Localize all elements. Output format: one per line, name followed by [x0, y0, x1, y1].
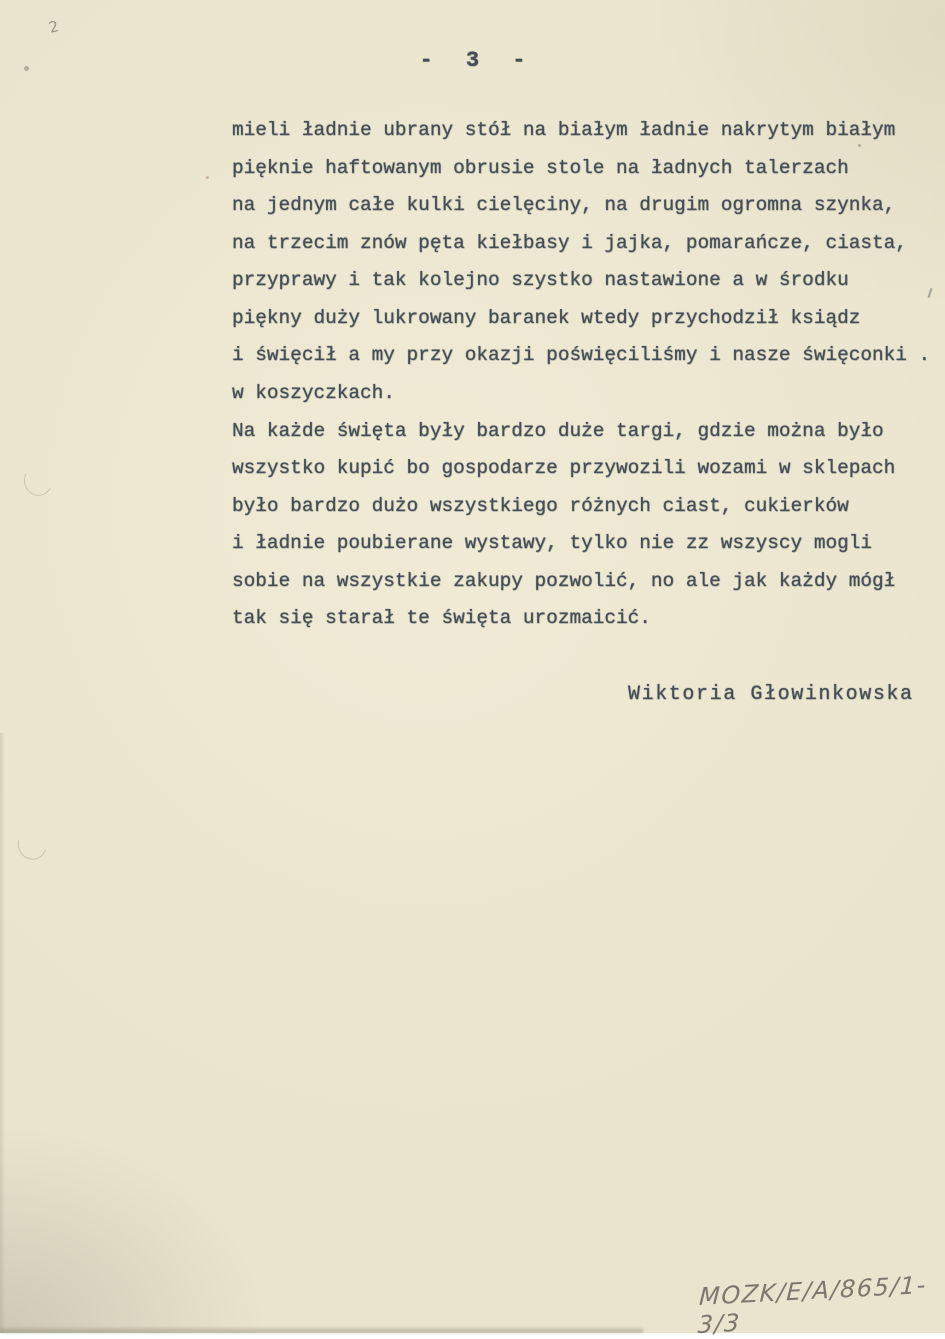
corner-pencil-annotation: 2 — [46, 17, 61, 37]
typed-line: pięknie haftowanym obrusie stole na ładnych talerzach — [232, 156, 849, 179]
page-number: - 3 - — [419, 48, 536, 73]
typed-line: było bardzo dużo wszystkiego różnych ciast, cukierków — [232, 494, 849, 517]
typed-line: sobie na wszystkie zakupy pozwolić, no ale jak każdy mógł — [232, 569, 896, 592]
paper-crease-mark — [20, 462, 56, 499]
typed-line: mieli ładnie ubrany stół na białym ładnie nakrytym białym — [232, 119, 896, 141]
typed-line: i ładnie poubierane wystawy, tylko nie zz wszyscy mogli — [232, 532, 872, 555]
paper-bottom-edge-shadow — [0, 1326, 643, 1333]
typed-line: tak się starał te święta urozmaicić. — [232, 607, 651, 630]
typed-line: i święcił a my przy okazji poświęciliśmy i nasze święconki . — [232, 344, 931, 367]
typed-line: Na każde święta były bardzo duże targi, gdzie można było — [232, 419, 884, 442]
paper-left-edge-shadow — [0, 733, 5, 1333]
typed-text-block — [232, 112, 931, 638]
typed-line: piękny duży lukrowany baranek wtedy przychodził ksiądz — [232, 306, 861, 329]
paper-crease-mark — [12, 825, 51, 865]
typed-line: w koszyczkach. — [232, 381, 395, 404]
typed-line: na jednym całe kulki cielęciny, na drugim ogromna szynka, — [232, 194, 896, 217]
paper-tick-mark — [928, 288, 933, 298]
typed-line: przyprawy i tak kolejno szystko nastawione a w środku — [232, 269, 849, 292]
author-signature: Wiktoria Głowinkowska — [628, 683, 914, 706]
typed-line: wszystko kupić bo gospodarze przywozili wozami w sklepach — [232, 457, 896, 480]
typed-line: na trzecim znów pęta kiełbasy i jajka, pomarańcze, ciasta, — [232, 231, 907, 254]
archive-reference-handwritten: MOZK/E/A/865/1-3/3 — [697, 1270, 928, 1339]
paper-speck — [206, 176, 209, 179]
